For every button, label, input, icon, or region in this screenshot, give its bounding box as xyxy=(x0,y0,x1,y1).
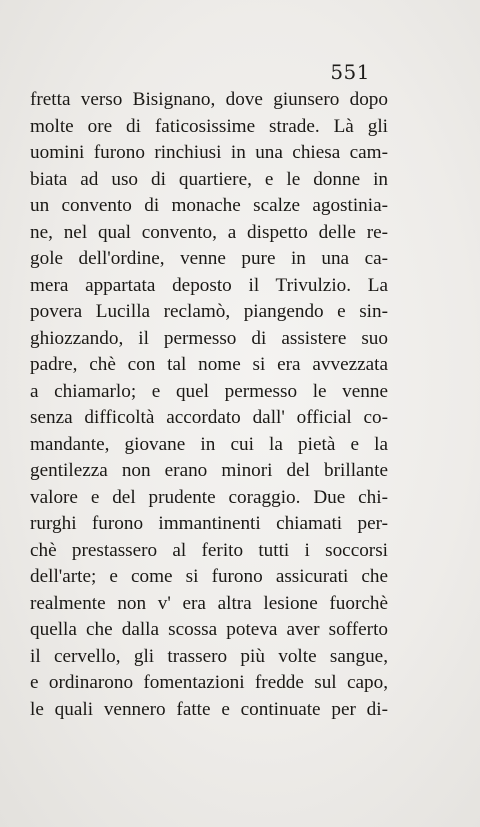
text-line: rurghi furono immantinenti chiamati per- xyxy=(30,513,388,534)
text-line: il cervello, gli trassero più volte sangue, xyxy=(30,645,388,667)
text-line: valore e del prudente coraggio. Due chi- xyxy=(30,486,388,508)
text-line: padre, chè con tal nome si era avvezzata xyxy=(30,354,388,375)
text-line: ne, nel qual convento, a dispetto delle re- xyxy=(30,221,388,243)
text-line: e ordinarono fomentazioni fredde sul capo, xyxy=(30,672,388,693)
text-line: a chiamarlo; e quel permesso le venne xyxy=(30,380,388,402)
text-line: gentilezza non erano minori del brillante xyxy=(30,460,388,481)
text-line: dell'arte; e come si furono assicurati che xyxy=(30,566,388,587)
text-line: povera Lucilla reclamò, piangendo e sin- xyxy=(30,301,388,322)
text-line: ghiozzando, il permesso di assistere suo xyxy=(30,327,388,349)
text-line: biata ad uso di quartiere, e le donne in xyxy=(30,168,388,190)
text-line: quella che dalla scossa poteva aver sofferto xyxy=(30,619,388,640)
text-line: realmente non v' era altra lesione fuorchè xyxy=(30,592,388,614)
text-line: un convento di monache scalze agostinia- xyxy=(30,195,388,216)
text-line: mera appartata deposto il Trivulzio. La xyxy=(30,274,388,296)
page-number: 551 xyxy=(330,60,370,84)
body-text xyxy=(30,87,388,723)
text-line: chè prestassero al ferito tutti i soccorsi xyxy=(30,539,388,561)
text-line: senza difficoltà accordato dall' official co- xyxy=(30,407,388,428)
text-line: gole dell'ordine, venne pure in una ca- xyxy=(30,248,388,269)
text-line: mandante, giovane in cui la pietà e la xyxy=(30,433,388,455)
text-line: uomini furono rinchiusi in una chiesa cam- xyxy=(30,142,388,163)
text-line: fretta verso Bisignano, dove giunsero dopo xyxy=(30,89,388,110)
text-line: molte ore di faticosissime strade. Là gli xyxy=(30,115,388,137)
text-line: le quali vennero fatte e continuate per di- xyxy=(30,698,388,720)
